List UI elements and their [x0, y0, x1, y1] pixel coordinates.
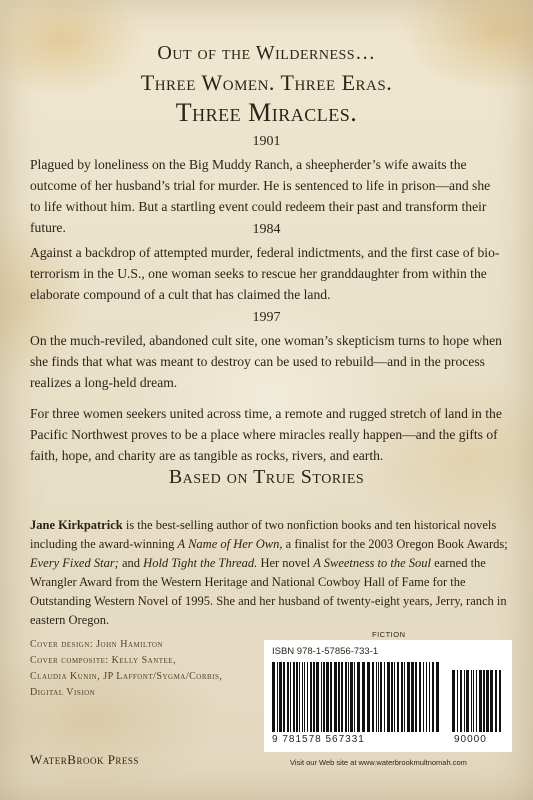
- barcode-stripe: [476, 670, 477, 732]
- section-1997-text: On the much-reviled, abandoned cult site, one woman’s skepticism turns to hope when she finds that what was meant to destroy can be used to rebuild—and in the process realizes a long-held dream.: [30, 333, 502, 390]
- barcode-stripe: [419, 662, 421, 732]
- barcode-stripe: [367, 662, 370, 732]
- barcode-stripe: [407, 662, 410, 732]
- barcode-stripe: [401, 662, 403, 732]
- barcode-stripe: [490, 670, 493, 732]
- barcode-stripe: [362, 662, 365, 732]
- barcode-stripe: [499, 670, 501, 732]
- barcode-stripe: [326, 662, 329, 732]
- section-1901-text: Plagued by loneliness on the Big Muddy Ranch, a sheepherder’s wife awaits the outcome of her husband’s trial for murder. He is sentenced to life in prison—and she to life without him. But a startling event could redeem their past and transform their future.: [30, 157, 491, 235]
- credit-line: Digital Vision: [30, 687, 96, 698]
- barcode-stripe: [397, 662, 399, 732]
- author-name: Jane Kirkpatrick: [30, 518, 123, 532]
- barcode-stripe: [299, 662, 300, 732]
- cover-credits: [30, 637, 245, 701]
- barcode-stripe: [483, 670, 485, 732]
- barcode-stripe: [452, 670, 455, 732]
- barcode-stripe: [341, 662, 343, 732]
- barcode-digits: 9 781578 567331: [272, 734, 365, 745]
- barcode-stripe: [310, 662, 312, 732]
- section-1984-text: Against a backdrop of attempted murder, federal indictments, and the first case of bio-terrorism in the U.S., one woman seeks to rescue her granddaughter from within the elaborate compound of a cult that has claimed the land.: [30, 245, 500, 302]
- barcode-stripe: [394, 662, 395, 732]
- barcode-stripe: [334, 662, 337, 732]
- barcode-stripe: [432, 662, 434, 732]
- barcode-stripe: [415, 662, 417, 732]
- barcode-stripe: [350, 662, 353, 732]
- year-1901: 1901: [252, 134, 281, 149]
- based-on-true-stories: Based on True Stories: [168, 466, 365, 488]
- barcode-stripe: [423, 662, 424, 732]
- barcode-stripe: [357, 662, 360, 732]
- year-1997: 1997: [252, 310, 281, 325]
- price-digits: 90000: [454, 734, 487, 745]
- barcode-stripe: [380, 662, 382, 732]
- barcode-stripe: [287, 662, 289, 732]
- barcode-stripe: [348, 662, 349, 732]
- barcode-stripe: [316, 662, 319, 732]
- barcode-stripe: [307, 662, 308, 732]
- barcode-stripe: [384, 662, 385, 732]
- barcode-stripe: [387, 662, 390, 732]
- barcode-stripe: [457, 670, 458, 732]
- barcode-stripe: [376, 662, 377, 732]
- barcode-stripe: [429, 662, 430, 732]
- barcode-stripe: [464, 670, 465, 732]
- barcode-stripe: [436, 662, 439, 732]
- credit-line: Claudia Kunin, JP Laffont/Sygma/Corbis,: [30, 671, 223, 682]
- barcode-stripe: [321, 662, 322, 732]
- barcode-icon: [272, 662, 440, 732]
- barcode-stripe: [290, 662, 291, 732]
- barcode-stripe: [277, 662, 278, 732]
- barcode-stripe: [304, 662, 305, 732]
- barcode-stripe: [391, 662, 393, 732]
- barcode-stripe: [279, 662, 282, 732]
- barcode-stripe: [330, 662, 332, 732]
- barcode-stripe: [313, 662, 315, 732]
- website-text: Visit our Web site at www.waterbrookmultnomah.com: [290, 758, 467, 767]
- tagline-line-3: Three Miracles.: [175, 98, 358, 127]
- barcode-stripe: [345, 662, 347, 732]
- barcode-stripe: [404, 662, 405, 732]
- barcode-stripe: [272, 662, 275, 732]
- credit-line: Cover composite: Kelly Santee,: [30, 655, 177, 666]
- barcode-stripe: [495, 670, 497, 732]
- category-label: FICTION: [372, 630, 406, 639]
- barcode-stripe: [426, 662, 427, 732]
- credit-line: Cover design: John Hamilton: [30, 639, 163, 650]
- barcode-panel: [264, 640, 512, 752]
- author-bio: Jane Kirkpatrick is the best-selling author of two nonfiction books and ten historical novels including the award-winning A Name of Her Own, a finalist for the 2003 Oregon Book Awards; Every Fixed Star; and Hold Tight the Thread. Her novel A Sweetness to the Soul earned the Wrangler Award from the Western Heritage and National Cowboy Hall of Fame for the Outstanding Western Novel of 1995. She and her husband of twenty-eight years, Jerry, ranch in eastern Oregon.: [30, 518, 508, 627]
- summary-text: For three women seekers united across time, a remote and rugged stretch of land in the Pacific Northwest proves to be a place where miracles really happen—and the gifts of faith, hope, and charity are as tangible as rocks, rivers, and earth.: [30, 406, 502, 463]
- barcode-stripe: [479, 670, 482, 732]
- barcode-stripe: [466, 670, 469, 732]
- barcode-stripe: [293, 662, 295, 732]
- barcode-stripe: [473, 670, 474, 732]
- publisher-name: WaterBrook Press: [30, 752, 139, 767]
- barcode-stripe: [323, 662, 325, 732]
- barcode-stripe: [302, 662, 303, 732]
- barcode-stripe: [372, 662, 374, 732]
- barcode-stripe: [338, 662, 340, 732]
- isbn-text: ISBN 978-1-57856-733-1: [272, 646, 379, 657]
- barcode-stripe: [378, 662, 379, 732]
- barcode-stripe: [471, 670, 472, 732]
- tagline-line-1: Out of the Wilderness…: [157, 42, 376, 64]
- barcode-stripe: [460, 670, 462, 732]
- barcode-stripe: [411, 662, 414, 732]
- barcode-stripe: [354, 662, 355, 732]
- year-1984: 1984: [252, 222, 281, 237]
- price-barcode-icon: [452, 670, 502, 732]
- barcode-stripe: [486, 670, 489, 732]
- barcode-stripe: [296, 662, 298, 732]
- barcode-stripe: [283, 662, 285, 732]
- tagline-line-2: Three Women. Three Eras.: [140, 70, 393, 95]
